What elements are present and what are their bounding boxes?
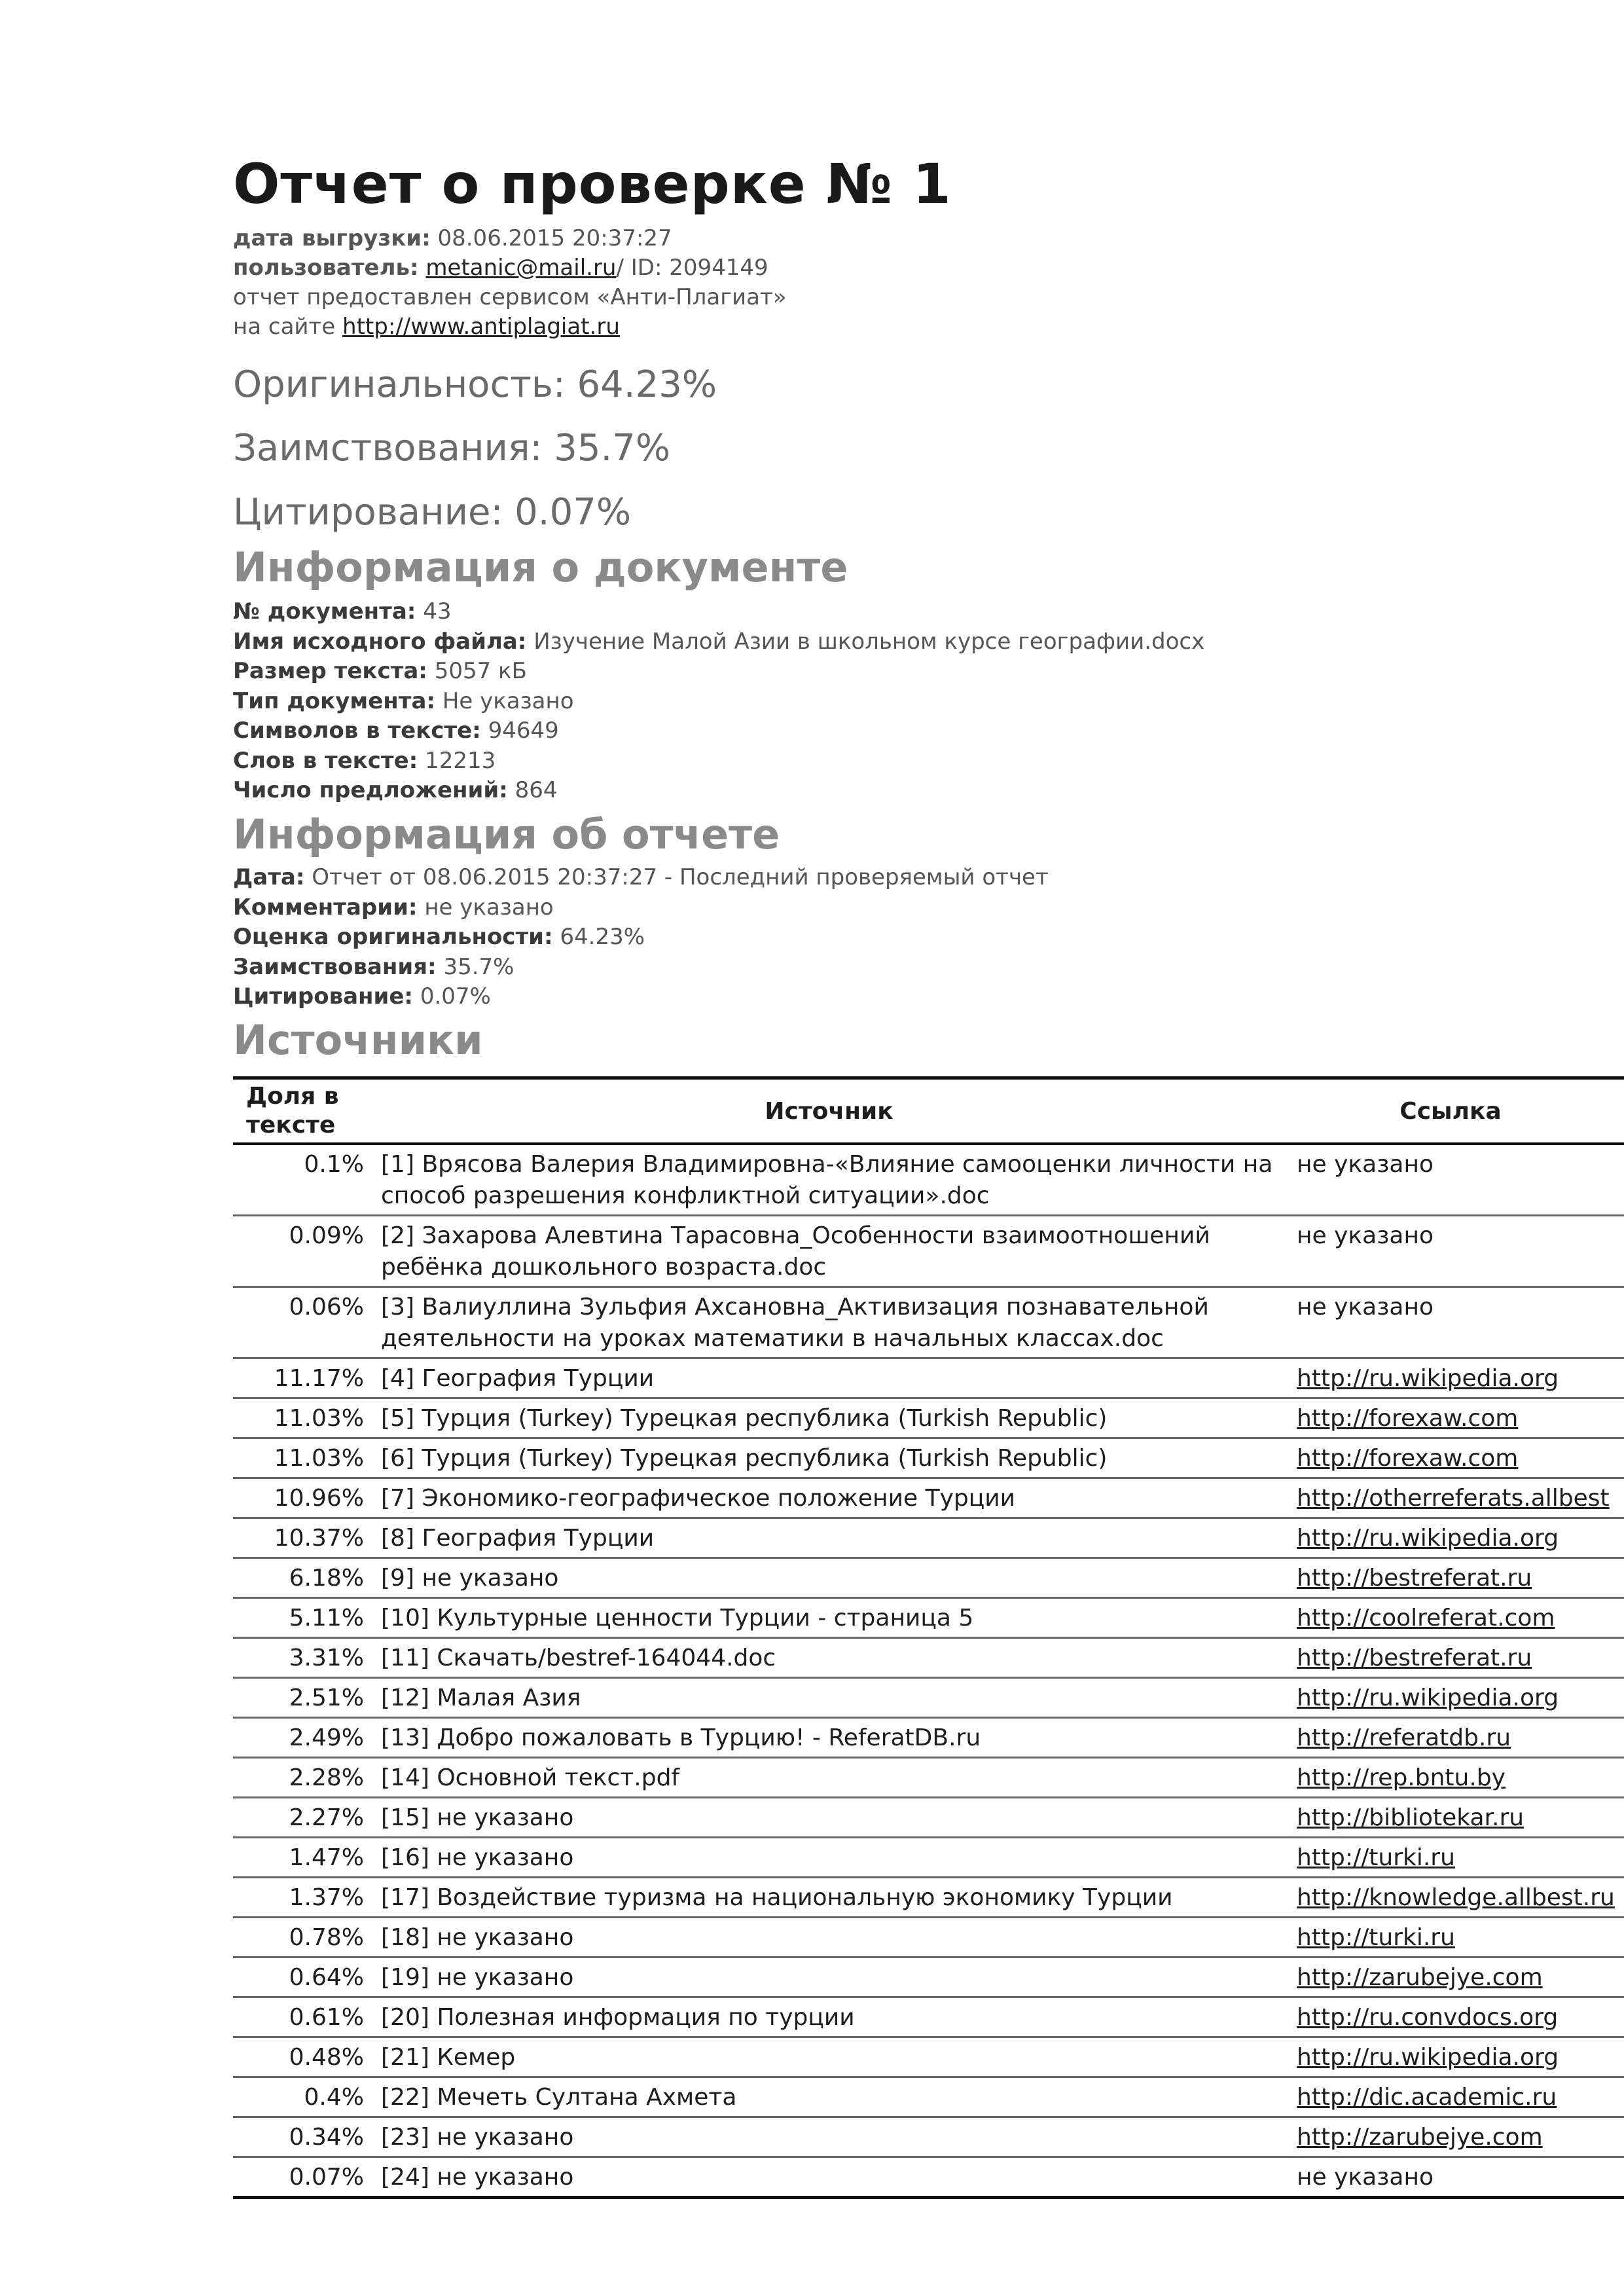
source-link[interactable]: http://bestreferat.ru bbox=[1297, 1645, 1532, 1671]
source-link[interactable]: http://bestreferat.ru bbox=[1297, 1565, 1532, 1592]
report-field bbox=[233, 953, 1049, 983]
source-link-cell bbox=[1277, 1758, 1624, 1798]
field-label: Заимствования: bbox=[233, 953, 437, 980]
table-row bbox=[233, 1287, 1624, 1358]
table-row bbox=[233, 1838, 1624, 1878]
table-row bbox=[233, 1558, 1624, 1598]
source-link[interactable]: http://turki.ru bbox=[1297, 1924, 1455, 1951]
source-link-cell bbox=[1277, 1997, 1624, 2037]
source-name: [2] Захарова Алевтина Тарасовна_Особенности взаимоотношений ребёнка дошкольного возраста.doc bbox=[381, 1216, 1277, 1287]
table-row bbox=[233, 2157, 1624, 2198]
source-link[interactable]: http://referatdb.ru bbox=[1297, 1724, 1511, 1751]
source-share: 0.48% bbox=[233, 2037, 381, 2077]
report-field bbox=[233, 893, 1049, 923]
report-title: Отчет о проверке № 1 bbox=[233, 152, 952, 216]
source-link-cell bbox=[1277, 1438, 1624, 1478]
table-row bbox=[233, 1678, 1624, 1718]
source-link[interactable]: http://coolreferat.com bbox=[1297, 1605, 1555, 1631]
table-row bbox=[233, 1144, 1624, 1216]
table-row bbox=[233, 1358, 1624, 1398]
source-link-cell bbox=[1277, 1518, 1624, 1558]
doc-field bbox=[233, 687, 1204, 717]
user-email-link[interactable]: metanic@mail.ru bbox=[425, 255, 617, 281]
source-share: 1.47% bbox=[233, 1838, 381, 1878]
doc-field bbox=[233, 776, 1204, 806]
source-link[interactable]: http://zarubejye.com bbox=[1297, 2124, 1543, 2151]
source-name: [8] География Турции bbox=[381, 1518, 1277, 1558]
source-link[interactable]: http://forexaw.com bbox=[1297, 1405, 1519, 1432]
sources-header-row bbox=[233, 1078, 1624, 1144]
user-label: пользователь: bbox=[233, 255, 419, 281]
col-source: Источник bbox=[381, 1078, 1277, 1144]
source-link-cell bbox=[1277, 1478, 1624, 1518]
source-link[interactable]: http://knowledge.allbest.ru bbox=[1297, 1884, 1615, 1911]
source-share: 0.78% bbox=[233, 1918, 381, 1958]
source-link[interactable]: http://ru.wikipedia.org bbox=[1297, 2044, 1559, 2071]
field-label: Символов в тексте: bbox=[233, 718, 481, 744]
field-label: Дата: bbox=[233, 864, 305, 890]
source-link[interactable]: http://otherreferats.allbest bbox=[1297, 1485, 1610, 1512]
source-name: [16] не указано bbox=[381, 1838, 1277, 1878]
field-label: Имя исходного файла: bbox=[233, 628, 527, 655]
source-share: 3.31% bbox=[233, 1638, 381, 1678]
field-value: 94649 bbox=[488, 718, 559, 744]
table-row bbox=[233, 1718, 1624, 1758]
source-share: 11.03% bbox=[233, 1438, 381, 1478]
report-info-heading: Информация об отчете bbox=[233, 811, 780, 858]
source-name: [9] не указано bbox=[381, 1558, 1277, 1598]
source-link-cell bbox=[1277, 1398, 1624, 1438]
source-link-cell bbox=[1277, 1216, 1624, 1287]
source-name: [5] Турция (Turkey) Турецкая республика (Turkish Republic) bbox=[381, 1398, 1277, 1438]
source-name: [3] Валиуллина Зульфия Ахсановна_Активизация познавательной деятельности на уроках математики в начальных классах.doc bbox=[381, 1287, 1277, 1358]
source-share: 0.09% bbox=[233, 1216, 381, 1287]
col-link: Ссылка bbox=[1277, 1078, 1624, 1144]
source-link-cell bbox=[1277, 1918, 1624, 1958]
doc-field bbox=[233, 627, 1204, 657]
source-share: 0.06% bbox=[233, 1287, 381, 1358]
source-name: [7] Экономико-географическое положение Турции bbox=[381, 1478, 1277, 1518]
doc-field bbox=[233, 657, 1204, 687]
source-link[interactable]: http://zarubejye.com bbox=[1297, 1964, 1543, 1991]
col-share: Доля в тексте bbox=[233, 1078, 381, 1144]
source-link[interactable]: http://forexaw.com bbox=[1297, 1445, 1519, 1472]
field-value: 43 bbox=[423, 598, 452, 625]
provided-by-line: отчет предоставлен сервисом «Анти-Плагиат» bbox=[233, 284, 787, 310]
source-share: 2.51% bbox=[233, 1678, 381, 1718]
field-value: 864 bbox=[514, 777, 558, 803]
source-share: 2.27% bbox=[233, 1798, 381, 1838]
source-name: [10] Культурные ценности Турции - страница 5 bbox=[381, 1598, 1277, 1638]
source-name: [4] География Турции bbox=[381, 1358, 1277, 1398]
table-row bbox=[233, 1878, 1624, 1918]
field-value: Отчет от 08.06.2015 20:37:27 - Последний проверяемый отчет bbox=[312, 864, 1049, 890]
report-meta bbox=[233, 224, 787, 342]
source-link[interactable]: http://ru.wikipedia.org bbox=[1297, 1685, 1559, 1711]
source-name: [1] Врясова Валерия Владимировна-«Влияние самооценки личности на способ разрешения конфликтной ситуации».doc bbox=[381, 1144, 1277, 1216]
source-link[interactable]: http://turki.ru bbox=[1297, 1844, 1455, 1871]
source-link[interactable]: http://bibliotekar.ru bbox=[1297, 1804, 1525, 1831]
field-label: Цитирование: bbox=[233, 983, 414, 1010]
source-link-cell bbox=[1277, 1287, 1624, 1358]
source-share: 6.18% bbox=[233, 1558, 381, 1598]
report-field bbox=[233, 863, 1049, 893]
borrowings-summary: Заимствования: 35.7% bbox=[233, 427, 671, 469]
table-row bbox=[233, 1997, 1624, 2037]
site-line bbox=[233, 312, 787, 342]
source-link-cell bbox=[1277, 2037, 1624, 2077]
field-value: 35.7% bbox=[443, 953, 514, 980]
source-name: [21] Кемер bbox=[381, 2037, 1277, 2077]
source-share: 2.49% bbox=[233, 1718, 381, 1758]
source-link-cell bbox=[1277, 1598, 1624, 1638]
originality-summary: Оригинальность: 64.23% bbox=[233, 363, 717, 406]
table-row bbox=[233, 1798, 1624, 1838]
user-line bbox=[233, 253, 787, 283]
source-link-none: не указано bbox=[1297, 1151, 1434, 1178]
source-name: [19] не указано bbox=[381, 1958, 1277, 1997]
source-link-cell bbox=[1277, 1144, 1624, 1216]
source-name: [23] не указано bbox=[381, 2117, 1277, 2157]
source-share: 11.03% bbox=[233, 1398, 381, 1438]
export-date-line bbox=[233, 224, 787, 253]
source-link-cell bbox=[1277, 1718, 1624, 1758]
sources-heading: Источники bbox=[233, 1016, 483, 1064]
field-label: Размер текста: bbox=[233, 658, 427, 684]
source-link-cell bbox=[1277, 1678, 1624, 1718]
field-label: Комментарии: bbox=[233, 894, 418, 920]
source-name: [20] Полезная информация по турции bbox=[381, 1997, 1277, 2037]
source-link-cell bbox=[1277, 1958, 1624, 1997]
table-row bbox=[233, 1598, 1624, 1638]
source-link-cell bbox=[1277, 2157, 1624, 2198]
doc-field bbox=[233, 716, 1204, 746]
field-label: Слов в тексте: bbox=[233, 747, 418, 774]
source-link-none: не указано bbox=[1297, 1222, 1434, 1249]
doc-field bbox=[233, 597, 1204, 627]
source-link-cell bbox=[1277, 1798, 1624, 1838]
table-row bbox=[233, 1478, 1624, 1518]
source-share: 0.4% bbox=[233, 2077, 381, 2117]
source-name: [17] Воздействие туризма на национальную экономику Турции bbox=[381, 1878, 1277, 1918]
source-link[interactable]: http://ru.convdocs.org bbox=[1297, 2004, 1559, 2031]
doc-field bbox=[233, 746, 1204, 776]
table-row bbox=[233, 2037, 1624, 2077]
source-link[interactable]: http://dic.academic.ru bbox=[1297, 2084, 1557, 2111]
source-share: 0.34% bbox=[233, 2117, 381, 2157]
field-label: Число предложений: bbox=[233, 777, 508, 803]
source-link-cell bbox=[1277, 1358, 1624, 1398]
table-row bbox=[233, 1918, 1624, 1958]
table-row bbox=[233, 2077, 1624, 2117]
field-value: 0.07% bbox=[420, 983, 491, 1010]
source-share: 11.17% bbox=[233, 1358, 381, 1398]
source-link-none: не указано bbox=[1297, 2164, 1434, 2191]
table-row bbox=[233, 2117, 1624, 2157]
source-name: [14] Основной текст.pdf bbox=[381, 1758, 1277, 1798]
document-info-list bbox=[233, 597, 1204, 806]
field-label: № документа: bbox=[233, 598, 416, 625]
source-name: [12] Малая Азия bbox=[381, 1678, 1277, 1718]
user-id: / ID: 2094149 bbox=[616, 255, 768, 281]
source-share: 2.28% bbox=[233, 1758, 381, 1798]
source-link-cell bbox=[1277, 1878, 1624, 1918]
document-info-heading: Информация о документе bbox=[233, 543, 848, 591]
site-link[interactable]: http://www.antiplagiat.ru bbox=[342, 314, 620, 340]
source-link-none: не указано bbox=[1297, 1294, 1434, 1321]
table-row bbox=[233, 1216, 1624, 1287]
report-field bbox=[233, 922, 1049, 953]
source-share: 1.37% bbox=[233, 1878, 381, 1918]
source-share: 0.07% bbox=[233, 2157, 381, 2198]
source-name: [15] не указано bbox=[381, 1798, 1277, 1838]
table-row bbox=[233, 1958, 1624, 1997]
field-value: 5057 кБ bbox=[434, 658, 527, 684]
table-row bbox=[233, 1518, 1624, 1558]
site-prefix: на сайте bbox=[233, 314, 336, 340]
source-name: [24] не указано bbox=[381, 2157, 1277, 2198]
source-link[interactable]: http://ru.wikipedia.org bbox=[1297, 1525, 1559, 1552]
field-value: Изучение Малой Азии в школьном курсе географии.docx bbox=[533, 628, 1205, 655]
field-value: 64.23% bbox=[560, 924, 645, 950]
source-link-cell bbox=[1277, 2117, 1624, 2157]
citation-summary: Цитирование: 0.07% bbox=[233, 491, 632, 534]
source-link[interactable]: http://rep.bntu.by bbox=[1297, 1764, 1506, 1791]
source-share: 0.1% bbox=[233, 1144, 381, 1216]
source-link-cell bbox=[1277, 1638, 1624, 1678]
export-date-value: 08.06.2015 20:37:27 bbox=[437, 225, 672, 251]
field-value: Не указано bbox=[442, 687, 574, 714]
table-row bbox=[233, 1758, 1624, 1798]
field-label: Тип документа: bbox=[233, 687, 435, 714]
source-link-cell bbox=[1277, 1558, 1624, 1598]
source-share: 5.11% bbox=[233, 1598, 381, 1638]
source-name: [18] не указано bbox=[381, 1918, 1277, 1958]
field-value: не указано bbox=[424, 894, 554, 920]
report-field bbox=[233, 982, 1049, 1012]
source-link-cell bbox=[1277, 2077, 1624, 2117]
source-name: [11] Скачать/bestref-164044.doc bbox=[381, 1638, 1277, 1678]
report-info-list bbox=[233, 863, 1049, 1012]
source-link[interactable]: http://ru.wikipedia.org bbox=[1297, 1365, 1559, 1392]
field-label: Оценка оригинальности: bbox=[233, 924, 553, 950]
sources-body bbox=[233, 1144, 1624, 2198]
source-share: 0.61% bbox=[233, 1997, 381, 2037]
table-row bbox=[233, 1438, 1624, 1478]
sources-table bbox=[233, 1076, 1624, 2199]
source-name: [22] Мечеть Султана Ахмета bbox=[381, 2077, 1277, 2117]
source-share: 10.96% bbox=[233, 1478, 381, 1518]
source-share: 0.64% bbox=[233, 1958, 381, 1997]
source-name: [13] Добро пожаловать в Турцию! - ReferatDB.ru bbox=[381, 1718, 1277, 1758]
export-date-label: дата выгрузки: bbox=[233, 225, 431, 251]
source-link-cell bbox=[1277, 1838, 1624, 1878]
table-row bbox=[233, 1398, 1624, 1438]
table-row bbox=[233, 1638, 1624, 1678]
source-share: 10.37% bbox=[233, 1518, 381, 1558]
source-name: [6] Турция (Turkey) Турецкая республика (Turkish Republic) bbox=[381, 1438, 1277, 1478]
field-value: 12213 bbox=[425, 747, 496, 774]
